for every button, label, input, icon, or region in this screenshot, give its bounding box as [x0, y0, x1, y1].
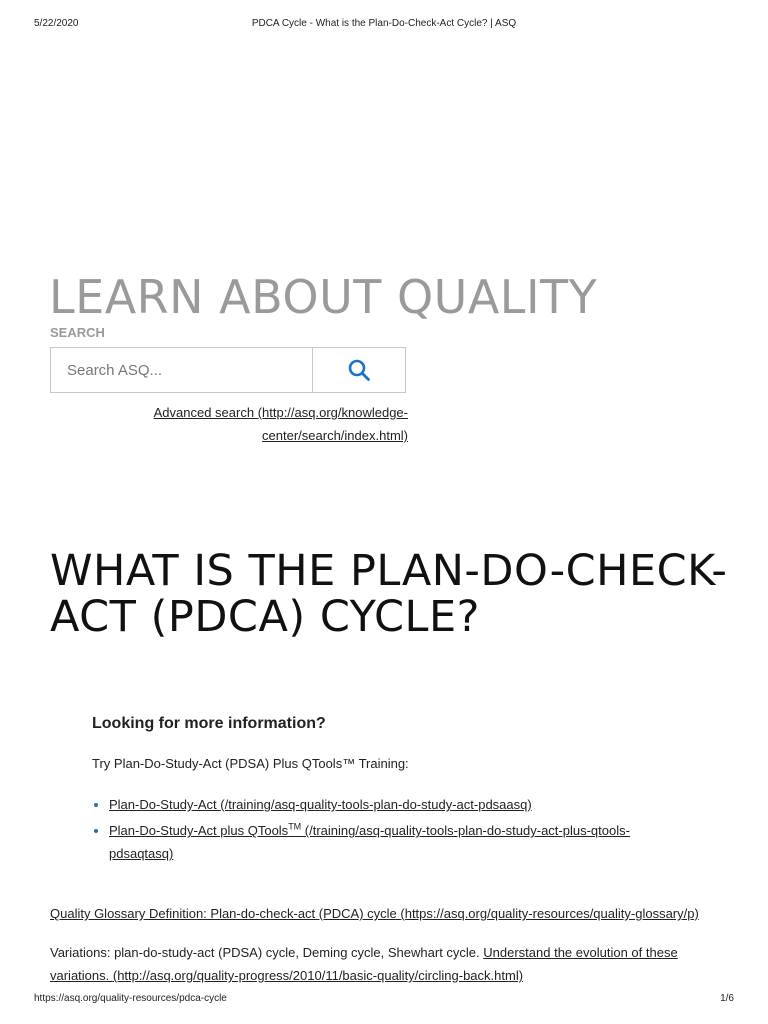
variations-link-url: (http://asq.org/quality-progress/2010/11/basic-quality/circling-back.html)	[112, 968, 524, 983]
search-icon	[347, 358, 371, 382]
pdsa-training-link[interactable]	[109, 797, 532, 812]
page-number: 1/6	[720, 993, 734, 1004]
advanced-search-link-url: (http://asq.org/knowledge-center/search/index.html)	[257, 405, 408, 443]
glossary-link-text: Quality Glossary Definition: Plan-do-check-act (PDCA) cycle	[50, 906, 401, 921]
advanced-search	[140, 401, 408, 447]
print-header	[0, 18, 768, 32]
search-button[interactable]	[312, 348, 405, 392]
link-text: Plan-Do-Study-Act	[109, 797, 221, 812]
link-text: Plan-Do-Study-Act plus QTools	[109, 823, 289, 839]
more-info-heading: Looking for more information?	[92, 715, 326, 732]
print-date: 5/22/2020	[34, 18, 79, 29]
glossary-link[interactable]	[50, 906, 699, 921]
list-item	[109, 793, 689, 816]
glossary-definition	[50, 906, 750, 921]
search-box	[50, 347, 406, 393]
learn-about-quality-heading: LEARN ABOUT QUALITY	[49, 270, 598, 324]
trademark-sup: TM	[288, 822, 302, 832]
list-item	[109, 816, 689, 865]
training-intro: Try Plan-Do-Study-Act (PDSA) Plus QTools™ Training:	[92, 756, 409, 771]
variations-paragraph	[50, 941, 710, 987]
glossary-link-url: (https://asq.org/quality-resources/quality-glossary/p)	[400, 906, 699, 921]
print-footer	[0, 993, 768, 1007]
advanced-search-link-text: Advanced search	[153, 405, 258, 420]
search-label: SEARCH	[50, 325, 105, 340]
variations-link-text: Understand the evolution of these variations.	[50, 945, 678, 983]
advanced-search-link[interactable]	[154, 405, 408, 443]
link-url: (/training/asq-quality-tools-plan-do-study-act-pdsaasq)	[220, 797, 532, 812]
training-link-list	[92, 793, 689, 865]
pdsa-qtools-training-link[interactable]	[109, 823, 630, 861]
print-url: https://asq.org/quality-resources/pdca-cycle	[34, 993, 227, 1004]
search-input[interactable]	[51, 348, 312, 392]
article-title: WHAT IS THE PLAN-DO-CHECK-ACT (PDCA) CYCLE?	[50, 546, 728, 642]
variations-text: Variations: plan-do-study-act (PDSA) cycle, Deming cycle, Shewhart cycle.	[50, 945, 484, 960]
link-url: (/training/asq-quality-tools-plan-do-study-act-plus-qtools-pdsaqtasq)	[109, 823, 630, 862]
print-page-title: PDCA Cycle - What is the Plan-Do-Check-Act Cycle? | ASQ	[251, 18, 517, 29]
